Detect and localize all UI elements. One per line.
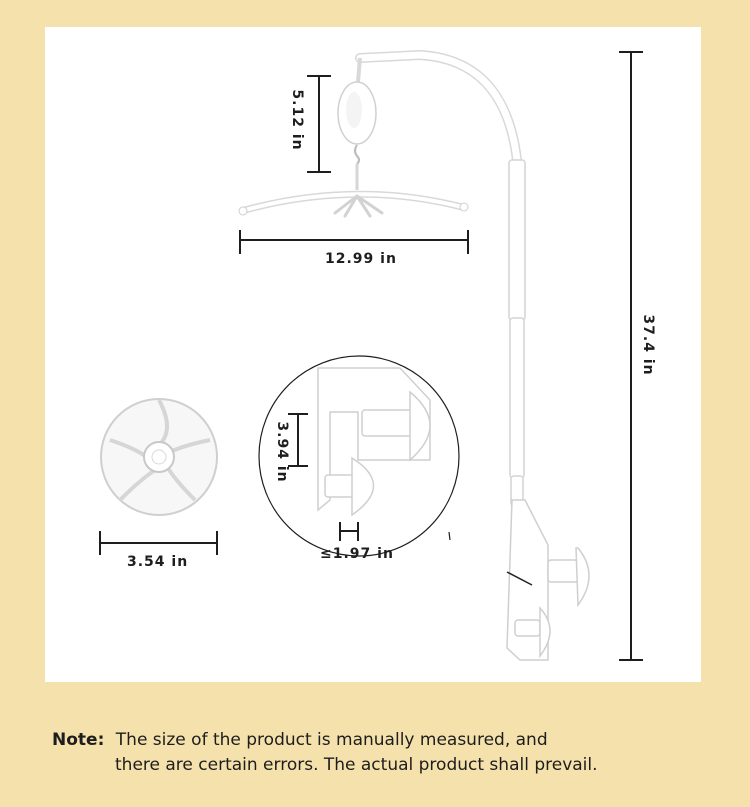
clamp-thickness-label: ≤1.97 in — [320, 546, 394, 562]
note-label: Note: — [52, 730, 105, 750]
note-line-1 — [52, 728, 732, 753]
pole-clamp — [507, 500, 589, 660]
clamp-opening-label: 3.94 in — [274, 421, 290, 483]
hanger-bar — [239, 164, 468, 216]
music-box — [338, 58, 376, 164]
hanger-width-label: 12.99 in — [325, 251, 397, 267]
measurement-note — [52, 728, 732, 778]
note-text-1: The size of the product is manually measured, and — [115, 730, 548, 750]
knob-diameter-label: 3.54 in — [127, 554, 189, 570]
music-box-height-label: 5.12 in — [289, 89, 305, 151]
note-text-2: there are certain errors. The actual product shall prevail. — [115, 755, 598, 775]
total-height-label: 37.4 in — [640, 314, 656, 376]
clamp-knob — [101, 399, 217, 515]
note-line-2 — [52, 753, 732, 778]
